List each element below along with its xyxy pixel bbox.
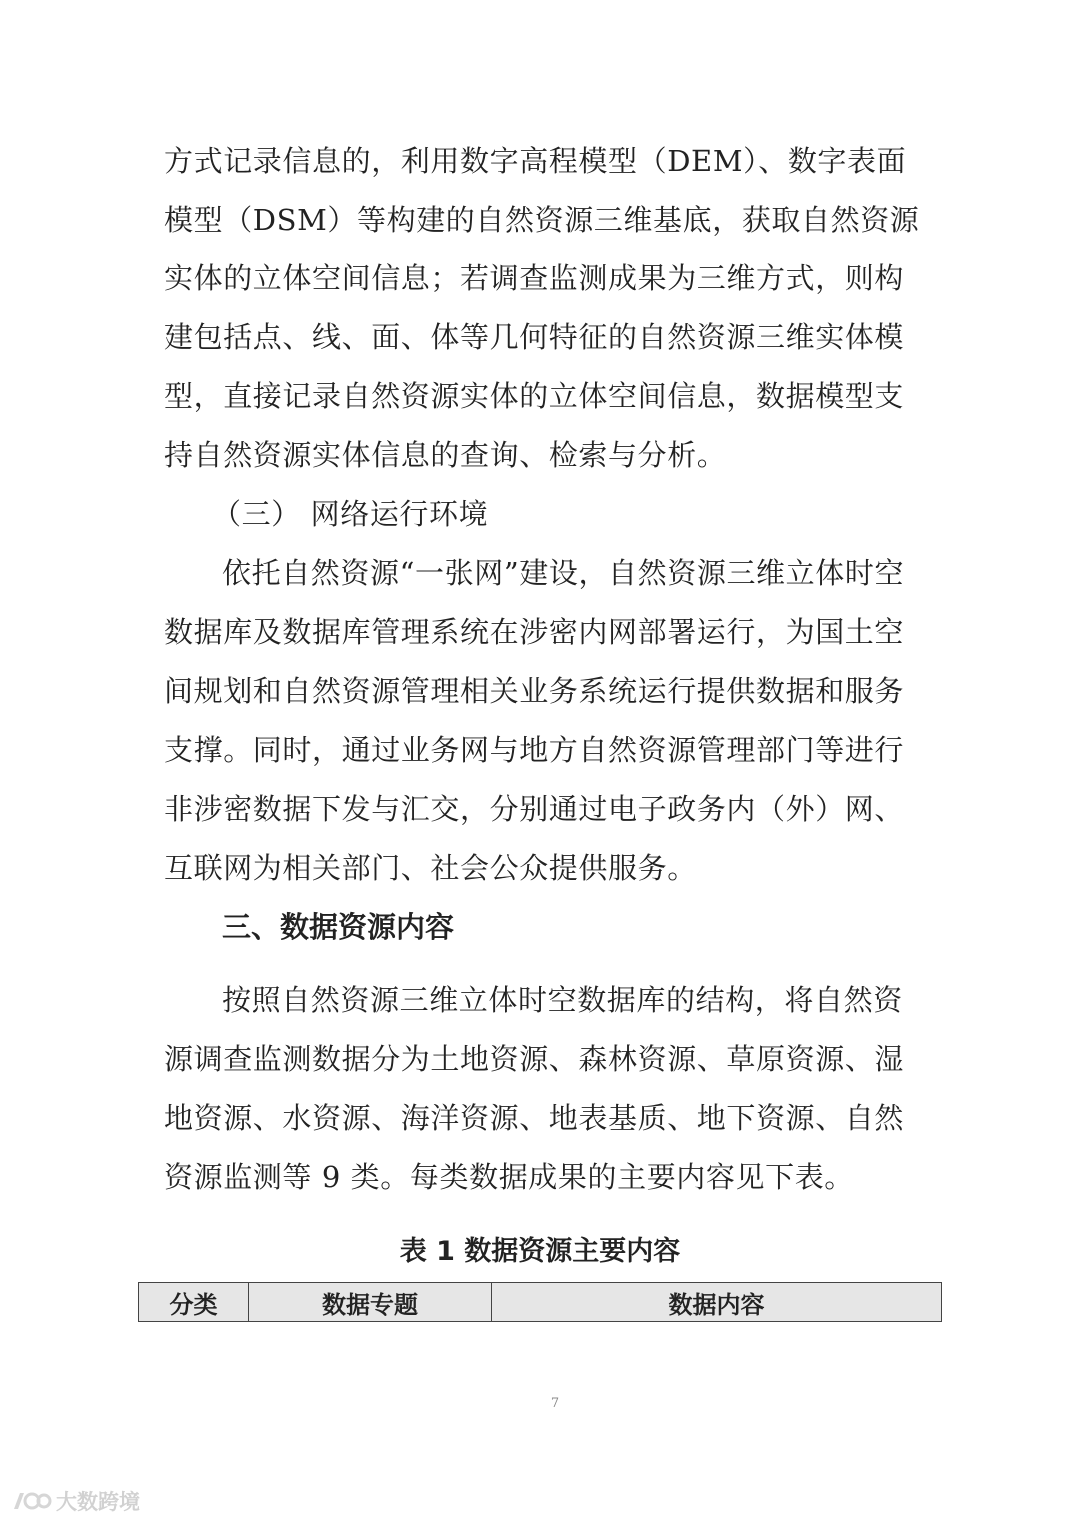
table-header-row xyxy=(139,1283,942,1322)
body-text-line: 非涉密数据下发与汇交，分别通过电子政务内（外）网、 xyxy=(164,792,905,826)
body-text-line: 按照自然资源三维立体时空数据库的结构，将自然资 xyxy=(222,983,903,1017)
body-text-line: 地资源、水资源、海洋资源、地表基质、地下资源、自然 xyxy=(164,1101,905,1135)
body-text-line: 持自然资源实体信息的查询、检索与分析。 xyxy=(164,438,727,472)
subsection-heading: （三） 网络运行环境 xyxy=(212,497,489,531)
body-text-line: 支撑。同时，通过业务网与地方自然资源管理部门等进行 xyxy=(164,733,905,767)
body-text-line: 方式记录信息的，利用数字高程模型（DEM）、数字表面 xyxy=(164,144,907,178)
table-header-category: 分类 xyxy=(139,1283,249,1322)
body-text-line: 模型（DSM）等构建的自然资源三维基底，获取自然资源 xyxy=(164,203,920,237)
body-text-line: 间规划和自然资源管理相关业务系统运行提供数据和服务 xyxy=(164,674,905,708)
body-text-line: 依托自然资源“一张网”建设，自然资源三维立体时空 xyxy=(222,556,905,590)
watermark-text: 大数跨境 xyxy=(56,1490,140,1514)
table-header-topic: 数据专题 xyxy=(249,1283,492,1322)
body-text-line: 互联网为相关部门、社会公众提供服务。 xyxy=(164,851,697,885)
body-text-line: 实体的立体空间信息；若调查监测成果为三维方式，则构 xyxy=(164,261,905,295)
logo-icon xyxy=(10,1489,52,1513)
page-number: 7 xyxy=(550,1396,560,1411)
watermark xyxy=(10,1486,140,1516)
body-text-line: 源调查监测数据分为土地资源、森林资源、草原资源、湿 xyxy=(164,1042,905,1076)
table-title: 表 1 数据资源主要内容 xyxy=(399,1236,681,1267)
body-text-line: 资源监测等 9 类。每类数据成果的主要内容见下表。 xyxy=(164,1160,854,1194)
body-text-line: 建包括点、线、面、体等几何特征的自然资源三维实体模 xyxy=(164,320,905,354)
section-heading: 三、数据资源内容 xyxy=(222,910,455,944)
table-header-content: 数据内容 xyxy=(492,1283,942,1322)
data-resource-table xyxy=(138,1282,942,1322)
body-text-line: 数据库及数据库管理系统在涉密内网部署运行，为国土空 xyxy=(164,615,905,649)
body-text-line: 型，直接记录自然资源实体的立体空间信息，数据模型支 xyxy=(164,379,905,413)
